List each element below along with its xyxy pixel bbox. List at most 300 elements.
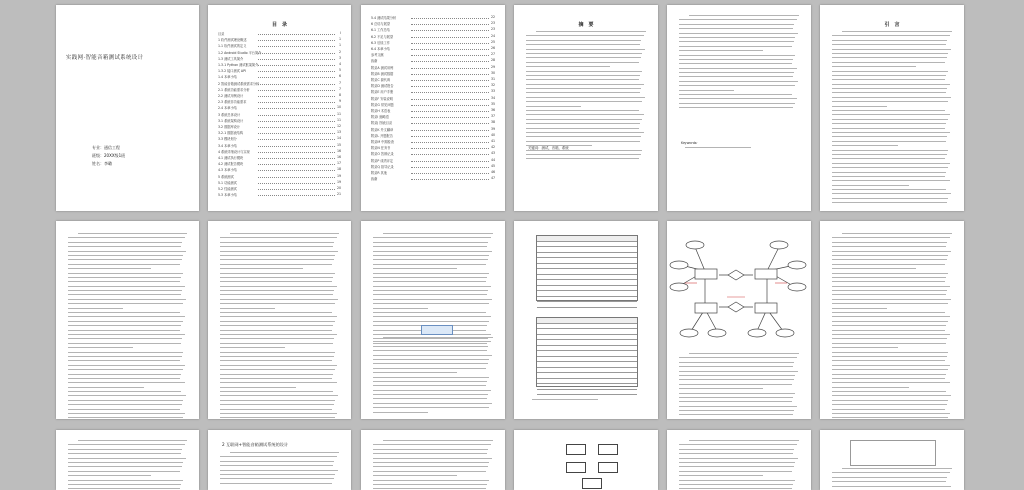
text-line (832, 84, 950, 85)
toc-entry-page: 11 (337, 112, 341, 116)
toc-entry-label: 1.2 Android Studio 平台简介 (218, 50, 261, 55)
text-line (220, 378, 332, 379)
toc-entry[interactable] (218, 143, 341, 148)
er-attribute (788, 283, 806, 291)
text-line (832, 167, 948, 168)
toc-entry-label: 附录M 中期检查 (371, 139, 394, 144)
toc-entry[interactable] (371, 139, 495, 144)
toc-entry-label: 附录N 任务书 (371, 145, 390, 150)
text-line (373, 246, 487, 247)
text-line (832, 321, 948, 322)
text-line (832, 268, 916, 269)
toc-entry[interactable] (371, 176, 495, 181)
page-abstract[interactable] (514, 5, 658, 211)
text-line (373, 321, 489, 322)
er-attribute (670, 283, 688, 291)
toc-entry[interactable] (218, 31, 341, 36)
toc-entry[interactable] (218, 87, 341, 92)
toc-entry-page: 41 (491, 139, 495, 143)
text-line (373, 363, 488, 364)
toc-entry[interactable] (371, 89, 495, 94)
toc-leader-dots (258, 139, 335, 140)
text-line (373, 488, 486, 489)
toc-entry-label: 3.1 系统架构设计 (218, 118, 243, 123)
text-line (679, 357, 797, 358)
text-line (68, 449, 182, 450)
toc-entry[interactable] (371, 108, 495, 113)
text-line (220, 277, 333, 278)
text-line (68, 374, 181, 375)
toc-leader-dots (258, 40, 335, 41)
text-line (832, 472, 950, 473)
text-line (68, 488, 180, 489)
toc-entry[interactable] (218, 81, 341, 86)
text-line (526, 154, 641, 155)
er-attribute (670, 261, 688, 269)
text-line (526, 136, 641, 137)
page-body-3[interactable] (361, 221, 505, 419)
page-chapter-2[interactable] (208, 430, 351, 490)
page-toc-continued[interactable] (361, 5, 505, 211)
text-line (220, 347, 285, 348)
toc-leader-dots (258, 108, 335, 109)
toc-entry[interactable] (218, 124, 341, 129)
text-line (373, 475, 457, 476)
table-caption (526, 399, 598, 403)
text-line (679, 94, 792, 95)
text-line (68, 462, 183, 463)
text-line (832, 395, 951, 396)
toc-entry[interactable] (218, 180, 341, 185)
toc-entry-page: 34 (491, 96, 495, 100)
text-line (832, 334, 950, 335)
abstract-heading: 摘 要 (514, 21, 658, 28)
text-line (373, 303, 489, 304)
text-line (532, 399, 598, 400)
toc-entry-page: 7 (339, 87, 341, 91)
text-line (679, 488, 792, 489)
text-line (230, 452, 339, 453)
toc-entry-label: 4 系统详细设计与实现 (218, 149, 250, 154)
text-line (832, 150, 948, 151)
toc-entry-label: 附录I 缩略语 (371, 114, 389, 119)
text-line (373, 458, 492, 459)
toc-entry[interactable] (371, 170, 495, 175)
text-line (679, 388, 763, 389)
toc-leader-dots (411, 74, 489, 75)
toc-entry-page: 19 (337, 180, 341, 184)
text-line (220, 255, 335, 256)
text-line (373, 453, 487, 454)
toc-entry[interactable] (218, 56, 341, 61)
toc-entry-label: 2.1 系统功能需求分析 (218, 87, 250, 92)
toc-entry[interactable] (218, 99, 341, 104)
text-line (832, 259, 947, 260)
table-2 (536, 317, 638, 387)
page-tables[interactable] (514, 221, 658, 419)
toc-leader-dots (411, 105, 489, 106)
text-line (679, 471, 792, 472)
toc-leader-dots (411, 86, 489, 87)
toc-leader-dots (258, 59, 335, 60)
toc-entry[interactable] (371, 15, 495, 20)
page-body-11[interactable] (667, 430, 811, 490)
toc-entry[interactable] (371, 71, 495, 76)
toc-leader-dots (258, 152, 335, 153)
text-line (373, 316, 491, 317)
toc-entry[interactable] (218, 118, 341, 123)
toc-entry[interactable] (371, 46, 495, 51)
text-line (373, 290, 488, 291)
text-line (68, 352, 183, 353)
toc-entry[interactable] (371, 158, 495, 163)
er-relation (728, 302, 744, 312)
toc-entry[interactable] (218, 62, 341, 67)
text-line (373, 480, 489, 481)
toc-entry-label: 3.4 本章小结 (218, 143, 237, 148)
toc-leader-dots (258, 189, 335, 190)
cover-title: 实践网·智能音箱测试系统设计 (66, 53, 143, 61)
text-line (68, 400, 183, 401)
text-line (526, 92, 640, 93)
toc-entry-label: 附录E 用户手册 (371, 89, 393, 94)
text-line (373, 251, 492, 252)
text-line (679, 371, 798, 372)
toc-entry-page: 44 (491, 158, 495, 162)
toc-entry-page: 24 (491, 34, 495, 38)
text-line (373, 237, 491, 238)
page-figure (850, 440, 936, 466)
text-line (68, 312, 180, 313)
toc-entry-label: 2 智能音箱测试系统需求分析 (218, 81, 259, 86)
toc-entry[interactable] (218, 50, 341, 55)
toc-entry[interactable] (218, 130, 341, 135)
toc-entry-label: 2.4 本章小结 (218, 105, 237, 110)
text-line (220, 251, 338, 252)
page-cover[interactable] (56, 5, 199, 211)
text-line (832, 330, 945, 331)
toc-entry[interactable] (218, 174, 341, 179)
text-line (832, 180, 950, 181)
toc-leader-dots (411, 30, 489, 31)
toc-entry-label: 附录C 源代码 (371, 77, 390, 82)
page-body-6-text (832, 233, 952, 419)
text-line (220, 343, 333, 344)
cover-field-class: 班级：20XX级1班 (92, 153, 125, 159)
text-line (832, 413, 950, 414)
toc-entry-label: 致谢 (371, 58, 377, 63)
text-line (373, 255, 489, 256)
text-line (832, 382, 950, 383)
toc-entry-page: 5 (339, 68, 341, 72)
text-line (383, 440, 493, 441)
toc-entry[interactable] (218, 43, 341, 48)
toc-leader-dots (411, 43, 489, 44)
toc-entry[interactable] (371, 114, 495, 119)
text-line (220, 456, 337, 457)
toc-leader-dots (411, 123, 489, 124)
text-line (68, 356, 182, 357)
toc-entry-label: 2.2 测试用例设计 (218, 93, 243, 98)
text-line (68, 299, 186, 300)
text-line (832, 246, 946, 247)
toc-entry[interactable] (218, 167, 341, 172)
text-line (220, 478, 334, 479)
text-line (842, 468, 952, 469)
toc-leader-dots (258, 84, 335, 85)
text-line (373, 381, 487, 382)
text-line (832, 110, 945, 111)
toc-entry[interactable] (371, 145, 495, 150)
toc-entry-label: 3.2 数据库设计 (218, 124, 240, 129)
text-line (832, 114, 950, 115)
text-line (679, 24, 794, 25)
page-body-12-text (832, 468, 952, 490)
toc-entry-label: 附录P 成绩评定 (371, 158, 393, 163)
text-line (832, 391, 946, 392)
table-1 (536, 235, 638, 301)
text-line (832, 44, 946, 45)
text-line (679, 458, 798, 459)
toc-entry-label: 附录R 其他 (371, 170, 387, 175)
text-line (373, 346, 488, 347)
toc-entry[interactable] (371, 151, 495, 156)
page-er-diagram[interactable] (667, 221, 811, 419)
toc-entry[interactable] (371, 120, 495, 125)
flow-box (566, 444, 586, 455)
text-line (373, 259, 488, 260)
text-line (373, 449, 488, 450)
toc-entry-label: 6.3 后续工作 (371, 40, 390, 45)
toc-entry-page: 7 (339, 81, 341, 85)
toc-entry[interactable] (371, 27, 495, 32)
text-line (832, 273, 948, 274)
text-line (68, 316, 185, 317)
text-line (220, 387, 296, 388)
text-line (68, 237, 185, 238)
toc-entry[interactable] (218, 37, 341, 42)
page-body-12[interactable] (820, 430, 964, 490)
text-line (68, 413, 185, 414)
toc-leader-dots (258, 170, 335, 171)
text-line (832, 374, 946, 375)
abstract-body (526, 31, 646, 163)
intro-heading: 引 言 (820, 21, 964, 28)
toc-entry[interactable] (371, 40, 495, 45)
text-line (832, 343, 946, 344)
toc-entry-page: 27 (491, 52, 495, 56)
er-attribute (788, 261, 806, 269)
text-line (68, 268, 151, 269)
text-line (832, 88, 947, 89)
page-introduction[interactable] (820, 5, 964, 211)
page-body-1[interactable] (56, 221, 199, 419)
toc-entry[interactable] (218, 105, 341, 110)
toc-entry[interactable] (371, 102, 495, 107)
text-line (679, 63, 792, 64)
toc-entry[interactable] (371, 96, 495, 101)
page-body-1-text (68, 233, 187, 419)
toc-entry[interactable] (218, 112, 341, 117)
text-line (832, 356, 947, 357)
toc-leader-dots (258, 158, 335, 159)
text-line (679, 76, 793, 77)
text-line (220, 308, 275, 309)
toc-heading: 目 录 (208, 21, 351, 28)
toc-entry-page: 4 (339, 62, 341, 66)
text-line (832, 255, 948, 256)
toc-entry[interactable] (218, 161, 341, 166)
text-line (832, 299, 951, 300)
page-toc[interactable] (208, 5, 351, 211)
toc-entry[interactable] (218, 136, 341, 141)
text-line (832, 176, 945, 177)
intro-body (832, 31, 952, 207)
er-attribute (776, 329, 794, 337)
toc-entry[interactable] (371, 133, 495, 138)
toc-entry[interactable] (218, 93, 341, 98)
text-line (220, 312, 332, 313)
page-body-9[interactable] (361, 430, 505, 490)
text-line (68, 409, 180, 410)
toc-leader-dots (258, 183, 335, 184)
page-abstract-en[interactable] (667, 5, 811, 211)
toc-entry-page: 9 (339, 99, 341, 103)
toc-entry-label: 附录D 测试报告 (371, 83, 394, 88)
toc-entry[interactable] (218, 186, 341, 191)
page-body-6[interactable] (820, 221, 964, 419)
text-line (68, 480, 183, 481)
er-entity (755, 303, 777, 313)
toc-entry[interactable] (371, 164, 495, 169)
text-line (832, 294, 946, 295)
text-line (220, 470, 338, 471)
toc-entry[interactable] (371, 21, 495, 26)
text-line (68, 294, 181, 295)
text-line (373, 286, 491, 287)
text-line (832, 66, 916, 67)
toc-entry[interactable] (371, 65, 495, 70)
text-line (832, 202, 947, 203)
text-line (373, 308, 428, 309)
text-line (68, 387, 144, 388)
toc-leader-dots (258, 53, 335, 54)
toc-leader-dots (258, 77, 335, 78)
toc-leader-dots (258, 34, 335, 35)
text-line (679, 366, 793, 367)
toc-entry[interactable] (371, 77, 495, 82)
text-line (685, 147, 751, 148)
text-line (832, 53, 948, 54)
toc-entry-page: 31 (491, 77, 495, 81)
toc-entry-page: 45 (491, 164, 495, 168)
toc-entry[interactable] (371, 52, 495, 57)
toc-entry[interactable] (218, 68, 341, 73)
text-line (373, 385, 486, 386)
page-body-7[interactable] (56, 430, 199, 490)
text-line (832, 404, 947, 405)
text-line (373, 341, 491, 342)
text-line (679, 46, 792, 47)
page-body-2[interactable] (208, 221, 351, 419)
toc-entry-page: 18 (337, 167, 341, 171)
er-entity (695, 303, 717, 313)
text-line (373, 299, 492, 300)
page-flowchart[interactable] (514, 430, 658, 490)
text-line (832, 251, 951, 252)
toc-entry-label: 4.3 本章小结 (218, 167, 237, 172)
toc-entry-label: 附录A 测试用例 (371, 65, 393, 70)
toc-entry[interactable] (371, 58, 495, 63)
text-line (220, 268, 303, 269)
er-caption-text (679, 353, 799, 419)
text-line (373, 359, 489, 360)
text-line (832, 352, 948, 353)
text-line (373, 264, 486, 265)
text-line (68, 264, 180, 265)
text-line (832, 49, 951, 50)
text-line (220, 465, 333, 466)
abstract-en-body (679, 15, 799, 112)
toc-entry-page: 37 (491, 114, 495, 118)
text-line (526, 141, 640, 142)
text-line (832, 365, 950, 366)
toc-entry[interactable] (371, 83, 495, 88)
toc-entry-label: 附录J 图表目录 (371, 120, 392, 125)
toc-entry-page: 32 (491, 83, 495, 87)
toc-leader-dots (258, 46, 335, 47)
text-line (373, 372, 457, 373)
text-line (679, 393, 795, 394)
text-line (832, 141, 946, 142)
cover-field-name: 姓名：李璐 (92, 161, 112, 167)
toc-entry-label: 4.1 测试执行模块 (218, 155, 243, 160)
text-line (526, 79, 639, 80)
toc-entry[interactable] (371, 127, 495, 132)
toc-entry-label: 5.4 测试结果分析 (371, 15, 396, 20)
text-line (220, 316, 337, 317)
text-line (68, 338, 182, 339)
toc-entry[interactable] (218, 149, 341, 154)
text-line (832, 71, 948, 72)
toc-entry-page: 23 (491, 21, 495, 25)
er-attribute (708, 329, 726, 337)
toc-entry[interactable] (218, 155, 341, 160)
text-line (526, 97, 645, 98)
text-line (373, 394, 488, 395)
toc-entry-page: 26 (491, 46, 495, 50)
text-line (220, 400, 335, 401)
text-line (679, 480, 795, 481)
text-line (679, 103, 795, 104)
toc-entry-label: 3.2.1 数据表结构 (218, 130, 243, 135)
text-line (373, 466, 488, 467)
toc-entry[interactable] (218, 74, 341, 79)
toc-entry[interactable] (371, 34, 495, 39)
toc-entry-page: 8 (339, 93, 341, 97)
toc-entry-label: 6.2 不足与展望 (371, 34, 393, 39)
text-line (68, 290, 182, 291)
text-line (832, 242, 947, 243)
text-line (220, 259, 334, 260)
toc-entry[interactable] (218, 192, 341, 197)
toc-leader-dots (411, 37, 489, 38)
text-line (373, 377, 489, 378)
text-line (832, 338, 947, 339)
text-line (68, 360, 180, 361)
text-line (679, 37, 795, 38)
toc-leader-dots (411, 117, 489, 118)
